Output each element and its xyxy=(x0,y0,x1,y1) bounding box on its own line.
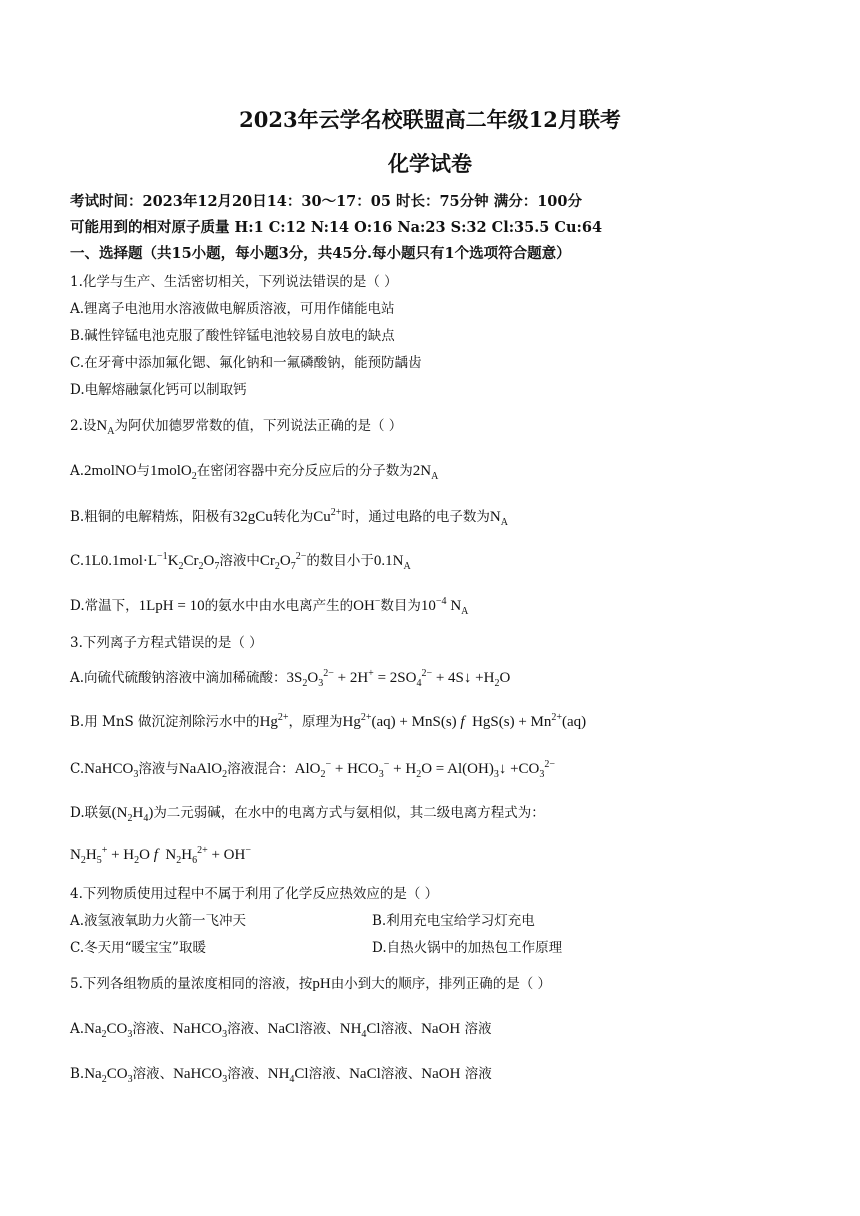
question-1-option-d: D.电解熔融氯化钙可以制取钙 xyxy=(70,382,247,398)
exam-time-info: 考试时间：2023年12月20日14：30～17：05 时长：75分钟 满分：100分 xyxy=(70,193,582,210)
question-3-option-d-equation: $N_2H_5^+ + H_2O$ f $N_2H_6^{2+} + OH^-$ xyxy=(70,845,251,866)
question-1-option-b: B.碱性锌锰电池克服了酸性锌锰电池较易自放电的缺点 xyxy=(70,328,395,344)
question-3-option-b: B.用 MnS 做沉淀剂除污水中的$Hg^{2+}$，原理为$Hg^{2+}(aq) + MnS(s)$ f $HgS(s) + Mn^{2+}(aq)$ xyxy=(70,712,587,730)
question-3-option-d: D.联氨$(N_2H_4)$为二元弱碱，在水中的电离方式与氨相似，其二级电离方程式为： xyxy=(70,805,545,824)
question-2-stem: 2.设$N_A$为阿伏加德罗常数的值，下列说法正确的是（ ） xyxy=(70,418,403,437)
question-4-option-a: A.液氢液氧助力火箭一飞冲天 xyxy=(70,913,247,929)
question-4-stem: 4.下列物质使用过程中不属于利用了化学反应热效应的是（ ） xyxy=(70,886,439,902)
question-5-stem: 5.下列各组物质的量浓度相同的溶液，按pH由小到大的顺序，排列正确的是（ ） xyxy=(70,976,552,992)
question-1-option-a: A.锂离子电池用水溶液做电解质溶液，可用作储能电站 xyxy=(70,301,395,317)
question-1-stem: 1.化学与生产、生活密切相关，下列说法错误的是（ ） xyxy=(70,274,398,290)
question-4-option-c: C.冬天用“暖宝宝”取暖 xyxy=(70,940,206,956)
question-2-option-b: B.粗铜的电解精炼，阳极有32gCu转化为$Cu^{2+}$时，通过电路的电子数为$N_A$ xyxy=(70,507,508,528)
question-2-option-c: $C.1L0.1mol\cdot L^{-1}K_2Cr_2O_7$溶液中$Cr_2O_7^{2-}$的数目小于$0.1N_A$ xyxy=(70,551,411,572)
question-4-option-d: D.自热火锅中的加热包工作原理 xyxy=(372,940,563,956)
section-heading: 一、选择题（共15小题，每小题3分，共45分.每小题只有1个选项符合题意） xyxy=(70,245,571,262)
exam-subtitle: 化学试卷 xyxy=(388,151,472,176)
exam-title: 2023年云学名校联盟高二年级12月联考 xyxy=(239,107,621,132)
question-3-option-c: C.NaHCO$_3$溶液与NaAlO$_2$溶液混合：$AlO_2^- + HCO_3^- + H_2O$ = $Al(OH)_3↓ +CO_3^{2-}$ xyxy=(70,759,556,780)
question-2-option-a: A.2molNO与1molO$_2$在密闭容器中充分反应后的分子数为$2N_A$ xyxy=(70,463,439,482)
question-5-option-a: $A.Na_2CO_3$溶液、NaHCO$_3$溶液、NaCl溶液、$NH_4Cl$溶液、NaOH 溶液 xyxy=(70,1021,492,1040)
question-2-option-d: D.常温下，1LpH = 10的氨水中由水电离产生的OH−数目为$10^{-4}$ $N_A$ xyxy=(70,596,469,617)
atomic-masses-info: 可能用到的相对原子质量 H:1 C:12 N:14 O:16 Na:23 S:32 Cl:35.5 Cu:64 xyxy=(70,219,603,236)
question-1-option-c: C.在牙膏中添加氟化锶、氟化钠和一氟磷酸钠，能预防龋齿 xyxy=(70,355,422,371)
question-3-stem: 3.下列离子方程式错误的是（ ） xyxy=(70,635,263,651)
question-4-option-b: B.利用充电宝给学习灯充电 xyxy=(372,913,535,929)
question-3-option-a: A.向硫代硫酸钠溶液中滴加稀硫酸：$3S_2O_3^{2-} + 2H^+ = 2SO_4^{2-}$ + 4S↓ $+H_2O$ xyxy=(70,668,511,689)
question-5-option-b: $B.Na_2CO_3$溶液、NaHCO$_3$溶液、$NH_4Cl$溶液、NaCl溶液、NaOH 溶液 xyxy=(70,1066,492,1085)
